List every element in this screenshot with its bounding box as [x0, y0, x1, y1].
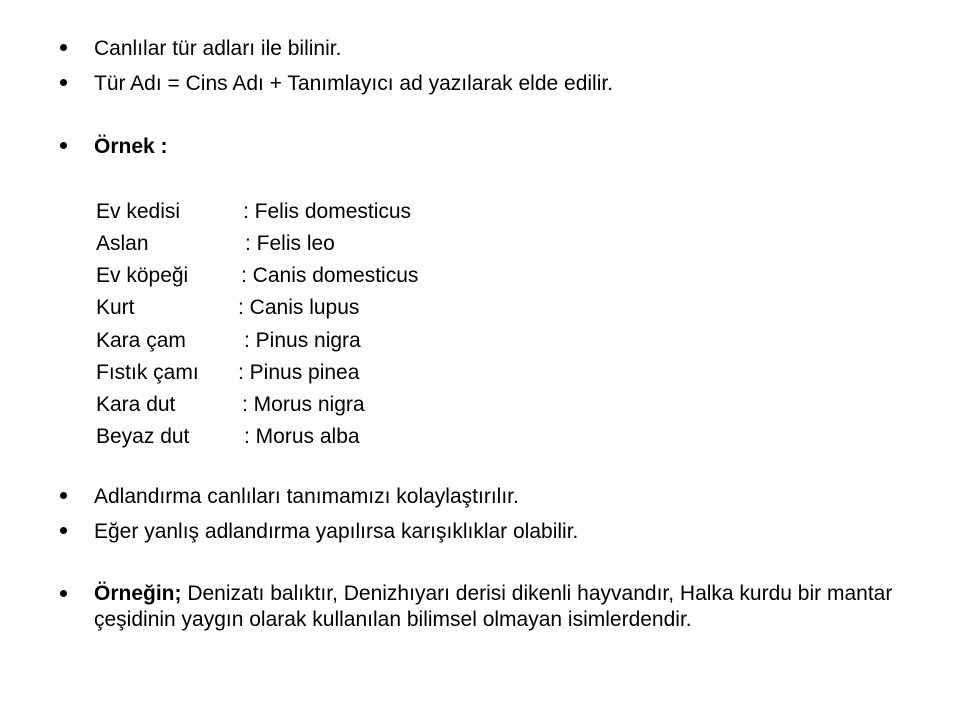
bullet-dot — [60, 527, 67, 534]
bullet-text-naming-confusion: Eğer yanlış adlandırma yapılırsa karışıklıklar olabilir. — [94, 520, 579, 543]
bullet-text-example-paragraph — [94, 581, 914, 633]
bullet-text-species-formula: Tür Adı = Cins Adı + Tanımlayıcı ad yazılarak elde edilir. — [94, 72, 614, 95]
example-common-name: Ev köpeği — [96, 264, 189, 287]
example-common-name: Kurt — [96, 296, 135, 319]
example-scientific-name: : Morus alba — [244, 425, 360, 448]
bullet-dot — [60, 44, 67, 51]
example-scientific-name: : Canis domesticus — [241, 264, 419, 287]
bullet-dot — [60, 492, 67, 499]
example-scientific-name: : Felis domesticus — [243, 200, 412, 223]
example-common-name: Kara dut — [96, 393, 176, 416]
bullet-text-species-names: Canlılar tür adları ile bilinir. — [94, 37, 342, 60]
example-common-name: Aslan — [96, 232, 149, 255]
example-common-name: Kara çam — [96, 329, 186, 352]
example-heading: Örnek : — [94, 135, 168, 158]
example-common-name: Fıstık çamı — [96, 361, 199, 384]
example-scientific-name: : Pinus nigra — [244, 329, 361, 352]
bullet-dot — [60, 142, 67, 149]
example-common-name: Ev kedisi — [96, 200, 181, 223]
bullet-dot — [60, 590, 67, 597]
example-scientific-name: : Canis lupus — [238, 296, 360, 319]
bullet-text-naming-benefit: Adlandırma canlıları tanımamızı kolaylaştırılır. — [94, 485, 519, 508]
example-paragraph-lead: Örneğin; — [94, 582, 182, 605]
example-scientific-name: : Morus nigra — [242, 393, 365, 416]
example-paragraph-body: Denizatı balıktır, Denizhıyarı derisi dikenli hayvandır, Halka kurdu bir mantar çeşidinin yaygın olarak kullanılan bilimsel olmayan isimlerdendir. — [94, 582, 893, 631]
example-scientific-name: : Felis leo — [245, 232, 335, 255]
example-scientific-name: : Pinus pinea — [238, 361, 360, 384]
example-common-name: Beyaz dut — [96, 425, 190, 448]
bullet-dot — [60, 79, 67, 86]
